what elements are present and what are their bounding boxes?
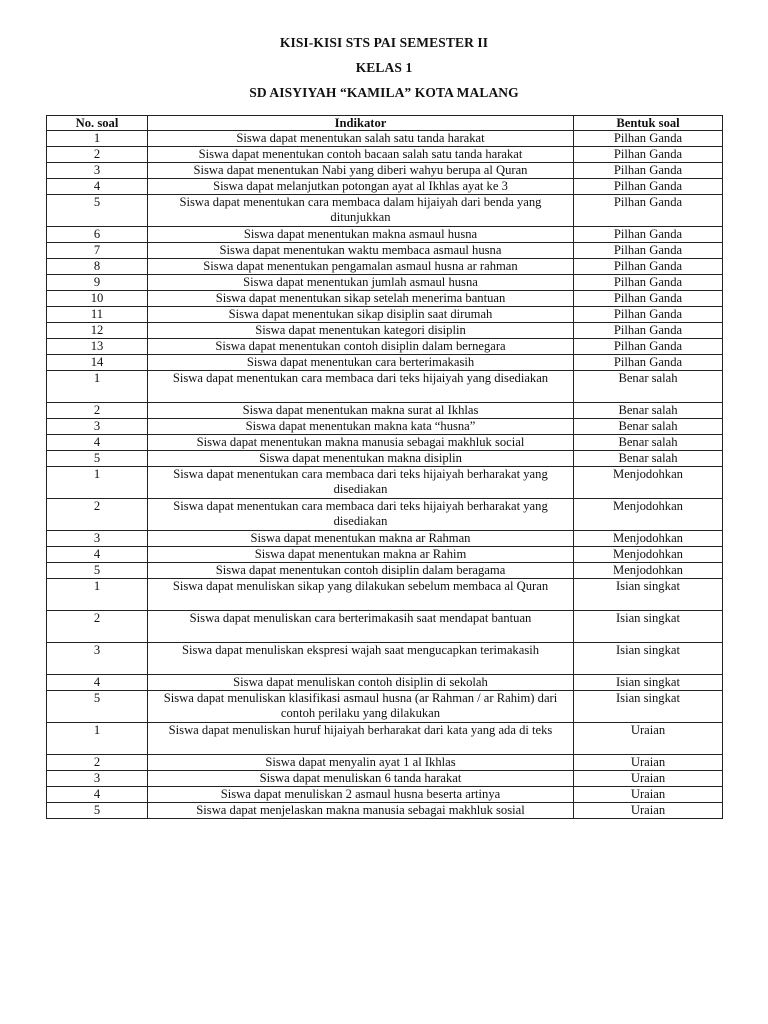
table-row	[47, 371, 723, 403]
cell-indikator: Siswa dapat menuliskan ekspresi wajah saat mengucapkan terimakasih	[148, 643, 574, 675]
cell-indikator: Siswa dapat menuliskan 6 tanda harakat	[148, 771, 574, 787]
cell-indikator: Siswa dapat menuliskan huruf hijaiyah berharakat dari kata yang ada di teks	[148, 723, 574, 755]
cell-bentuk-soal: Pilhan Ganda	[574, 227, 723, 243]
cell-bentuk-soal: Menjodohkan	[574, 531, 723, 547]
cell-indikator: Siswa dapat menentukan pengamalan asmaul husna ar rahman	[148, 259, 574, 275]
kisi-kisi-table	[46, 115, 723, 819]
table-row	[47, 195, 723, 227]
cell-bentuk-soal: Pilhan Ganda	[574, 147, 723, 163]
school-name: SD AISYIYAH “KAMILA” KOTA MALANG	[249, 85, 519, 100]
table-row	[47, 339, 723, 355]
table-row	[47, 259, 723, 275]
document-header	[0, 36, 768, 111]
cell-no-soal: 4	[47, 179, 148, 195]
cell-no-soal: 5	[47, 803, 148, 819]
cell-indikator: Siswa dapat melanjutkan potongan ayat al Ikhlas ayat ke 3	[148, 179, 574, 195]
cell-no-soal: 5	[47, 195, 148, 227]
cell-indikator: Siswa dapat menentukan makna kata “husna”	[148, 419, 574, 435]
table-row	[47, 243, 723, 259]
cell-no-soal: 9	[47, 275, 148, 291]
table-row	[47, 131, 723, 147]
cell-bentuk-soal: Isian singkat	[574, 579, 723, 611]
table-row	[47, 451, 723, 467]
cell-bentuk-soal: Pilhan Ganda	[574, 355, 723, 371]
cell-bentuk-soal: Uraian	[574, 803, 723, 819]
cell-no-soal: 4	[47, 675, 148, 691]
cell-indikator: Siswa dapat menentukan makna ar Rahim	[148, 547, 574, 563]
cell-bentuk-soal: Isian singkat	[574, 643, 723, 675]
cell-bentuk-soal: Menjodohkan	[574, 467, 723, 499]
table-row	[47, 275, 723, 291]
cell-bentuk-soal: Pilhan Ganda	[574, 291, 723, 307]
cell-no-soal: 13	[47, 339, 148, 355]
column-header-indikator: Indikator	[148, 116, 574, 131]
cell-bentuk-soal: Pilhan Ganda	[574, 163, 723, 179]
cell-no-soal: 3	[47, 643, 148, 675]
cell-no-soal: 10	[47, 291, 148, 307]
cell-bentuk-soal: Isian singkat	[574, 611, 723, 643]
cell-bentuk-soal: Pilhan Ganda	[574, 131, 723, 147]
table-row	[47, 803, 723, 819]
table-row	[47, 323, 723, 339]
cell-no-soal: 2	[47, 147, 148, 163]
cell-no-soal: 12	[47, 323, 148, 339]
cell-no-soal: 3	[47, 771, 148, 787]
cell-no-soal: 5	[47, 691, 148, 723]
cell-indikator: Siswa dapat menentukan makna surat al Ikhlas	[148, 403, 574, 419]
table-body	[47, 131, 723, 819]
cell-indikator: Siswa dapat menentukan salah satu tanda harakat	[148, 131, 574, 147]
table-row	[47, 147, 723, 163]
table-row	[47, 499, 723, 531]
cell-no-soal: 2	[47, 611, 148, 643]
cell-bentuk-soal: Pilhan Ganda	[574, 259, 723, 275]
cell-indikator: Siswa dapat menuliskan cara berterimakasih saat mendapat bantuan	[148, 611, 574, 643]
table-row	[47, 179, 723, 195]
table-row	[47, 611, 723, 643]
column-header-no-soal: No. soal	[47, 116, 148, 131]
table-row	[47, 163, 723, 179]
cell-indikator: Siswa dapat menentukan sikap disiplin saat dirumah	[148, 307, 574, 323]
cell-bentuk-soal: Menjodohkan	[574, 547, 723, 563]
cell-no-soal: 2	[47, 403, 148, 419]
table-row	[47, 579, 723, 611]
table-row	[47, 691, 723, 723]
table-row	[47, 291, 723, 307]
cell-no-soal: 1	[47, 131, 148, 147]
cell-indikator: Siswa dapat menentukan cara berterimakasih	[148, 355, 574, 371]
table-row	[47, 755, 723, 771]
cell-no-soal: 4	[47, 787, 148, 803]
cell-indikator: Siswa dapat menentukan makna ar Rahman	[148, 531, 574, 547]
table-row	[47, 531, 723, 547]
cell-no-soal: 1	[47, 467, 148, 499]
cell-bentuk-soal: Pilhan Ganda	[574, 275, 723, 291]
cell-no-soal: 2	[47, 499, 148, 531]
table-row	[47, 563, 723, 579]
table-row	[47, 771, 723, 787]
table-row	[47, 355, 723, 371]
cell-bentuk-soal: Uraian	[574, 755, 723, 771]
cell-indikator: Siswa dapat menjelaskan makna manusia sebagai makhluk sosial	[148, 803, 574, 819]
cell-bentuk-soal: Pilhan Ganda	[574, 179, 723, 195]
cell-no-soal: 8	[47, 259, 148, 275]
cell-indikator: Siswa dapat menentukan contoh disiplin dalam beragama	[148, 563, 574, 579]
table-row	[47, 723, 723, 755]
cell-indikator: Siswa dapat menyalin ayat 1 al Ikhlas	[148, 755, 574, 771]
table-row	[47, 227, 723, 243]
cell-bentuk-soal: Pilhan Ganda	[574, 323, 723, 339]
cell-bentuk-soal: Uraian	[574, 771, 723, 787]
cell-no-soal: 5	[47, 563, 148, 579]
cell-no-soal: 5	[47, 451, 148, 467]
cell-no-soal: 4	[47, 547, 148, 563]
cell-indikator: Siswa dapat menentukan cara membaca dari teks hijaiyah yang disediakan	[148, 371, 574, 403]
cell-bentuk-soal: Menjodohkan	[574, 499, 723, 531]
cell-no-soal: 3	[47, 531, 148, 547]
cell-indikator: Siswa dapat menuliskan contoh disiplin di sekolah	[148, 675, 574, 691]
cell-bentuk-soal: Benar salah	[574, 435, 723, 451]
cell-no-soal: 6	[47, 227, 148, 243]
cell-no-soal: 4	[47, 435, 148, 451]
cell-no-soal: 2	[47, 755, 148, 771]
cell-bentuk-soal: Isian singkat	[574, 675, 723, 691]
cell-indikator: Siswa dapat menentukan makna disiplin	[148, 451, 574, 467]
cell-no-soal: 1	[47, 723, 148, 755]
cell-bentuk-soal: Uraian	[574, 723, 723, 755]
cell-no-soal: 1	[47, 579, 148, 611]
cell-no-soal: 3	[47, 163, 148, 179]
cell-indikator: Siswa dapat menentukan sikap setelah menerima bantuan	[148, 291, 574, 307]
cell-no-soal: 7	[47, 243, 148, 259]
cell-indikator: Siswa dapat menentukan makna manusia sebagai makhluk social	[148, 435, 574, 451]
cell-indikator: Siswa dapat menentukan Nabi yang diberi wahyu berupa al Quran	[148, 163, 574, 179]
cell-no-soal: 3	[47, 419, 148, 435]
cell-bentuk-soal: Benar salah	[574, 403, 723, 419]
class-label: KELAS 1	[355, 60, 413, 75]
cell-bentuk-soal: Benar salah	[574, 451, 723, 467]
table-row	[47, 643, 723, 675]
cell-bentuk-soal: Pilhan Ganda	[574, 195, 723, 227]
cell-bentuk-soal: Pilhan Ganda	[574, 339, 723, 355]
column-header-bentuk-soal: Bentuk soal	[574, 116, 723, 131]
table-row	[47, 435, 723, 451]
table-row	[47, 307, 723, 323]
cell-indikator: Siswa dapat menuliskan 2 asmaul husna beserta artinya	[148, 787, 574, 803]
table-row	[47, 467, 723, 499]
cell-no-soal: 14	[47, 355, 148, 371]
cell-bentuk-soal: Pilhan Ganda	[574, 307, 723, 323]
cell-bentuk-soal: Benar salah	[574, 419, 723, 435]
cell-indikator: Siswa dapat menentukan cara membaca dalam hijaiyah dari benda yang ditunjukkan	[148, 195, 574, 227]
cell-bentuk-soal: Uraian	[574, 787, 723, 803]
cell-no-soal: 1	[47, 371, 148, 403]
cell-indikator: Siswa dapat menentukan jumlah asmaul husna	[148, 275, 574, 291]
cell-bentuk-soal: Benar salah	[574, 371, 723, 403]
table-row	[47, 547, 723, 563]
table-row	[47, 403, 723, 419]
cell-indikator: Siswa dapat menuliskan klasifikasi asmaul husna (ar Rahman / ar Rahim) dari contoh perilaku yang dilakukan	[148, 691, 574, 723]
cell-indikator: Siswa dapat menentukan cara membaca dari teks hijaiyah berharakat yang disediakan	[148, 467, 574, 499]
cell-bentuk-soal: Menjodohkan	[574, 563, 723, 579]
table-row	[47, 787, 723, 803]
cell-bentuk-soal: Isian singkat	[574, 691, 723, 723]
table-row	[47, 675, 723, 691]
table-header-row	[47, 116, 723, 131]
cell-indikator: Siswa dapat menentukan contoh bacaan salah satu tanda harakat	[148, 147, 574, 163]
table-row	[47, 419, 723, 435]
cell-bentuk-soal: Pilhan Ganda	[574, 243, 723, 259]
cell-indikator: Siswa dapat menentukan contoh disiplin dalam bernegara	[148, 339, 574, 355]
cell-indikator: Siswa dapat menentukan cara membaca dari teks hijaiyah berharakat yang disediakan	[148, 499, 574, 531]
cell-indikator: Siswa dapat menentukan makna asmaul husna	[148, 227, 574, 243]
cell-indikator: Siswa dapat menentukan kategori disiplin	[148, 323, 574, 339]
cell-indikator: Siswa dapat menentukan waktu membaca asmaul husna	[148, 243, 574, 259]
cell-indikator: Siswa dapat menuliskan sikap yang dilakukan sebelum membaca al Quran	[148, 579, 574, 611]
document-title: KISI-KISI STS PAI SEMESTER II	[279, 35, 489, 50]
cell-no-soal: 11	[47, 307, 148, 323]
